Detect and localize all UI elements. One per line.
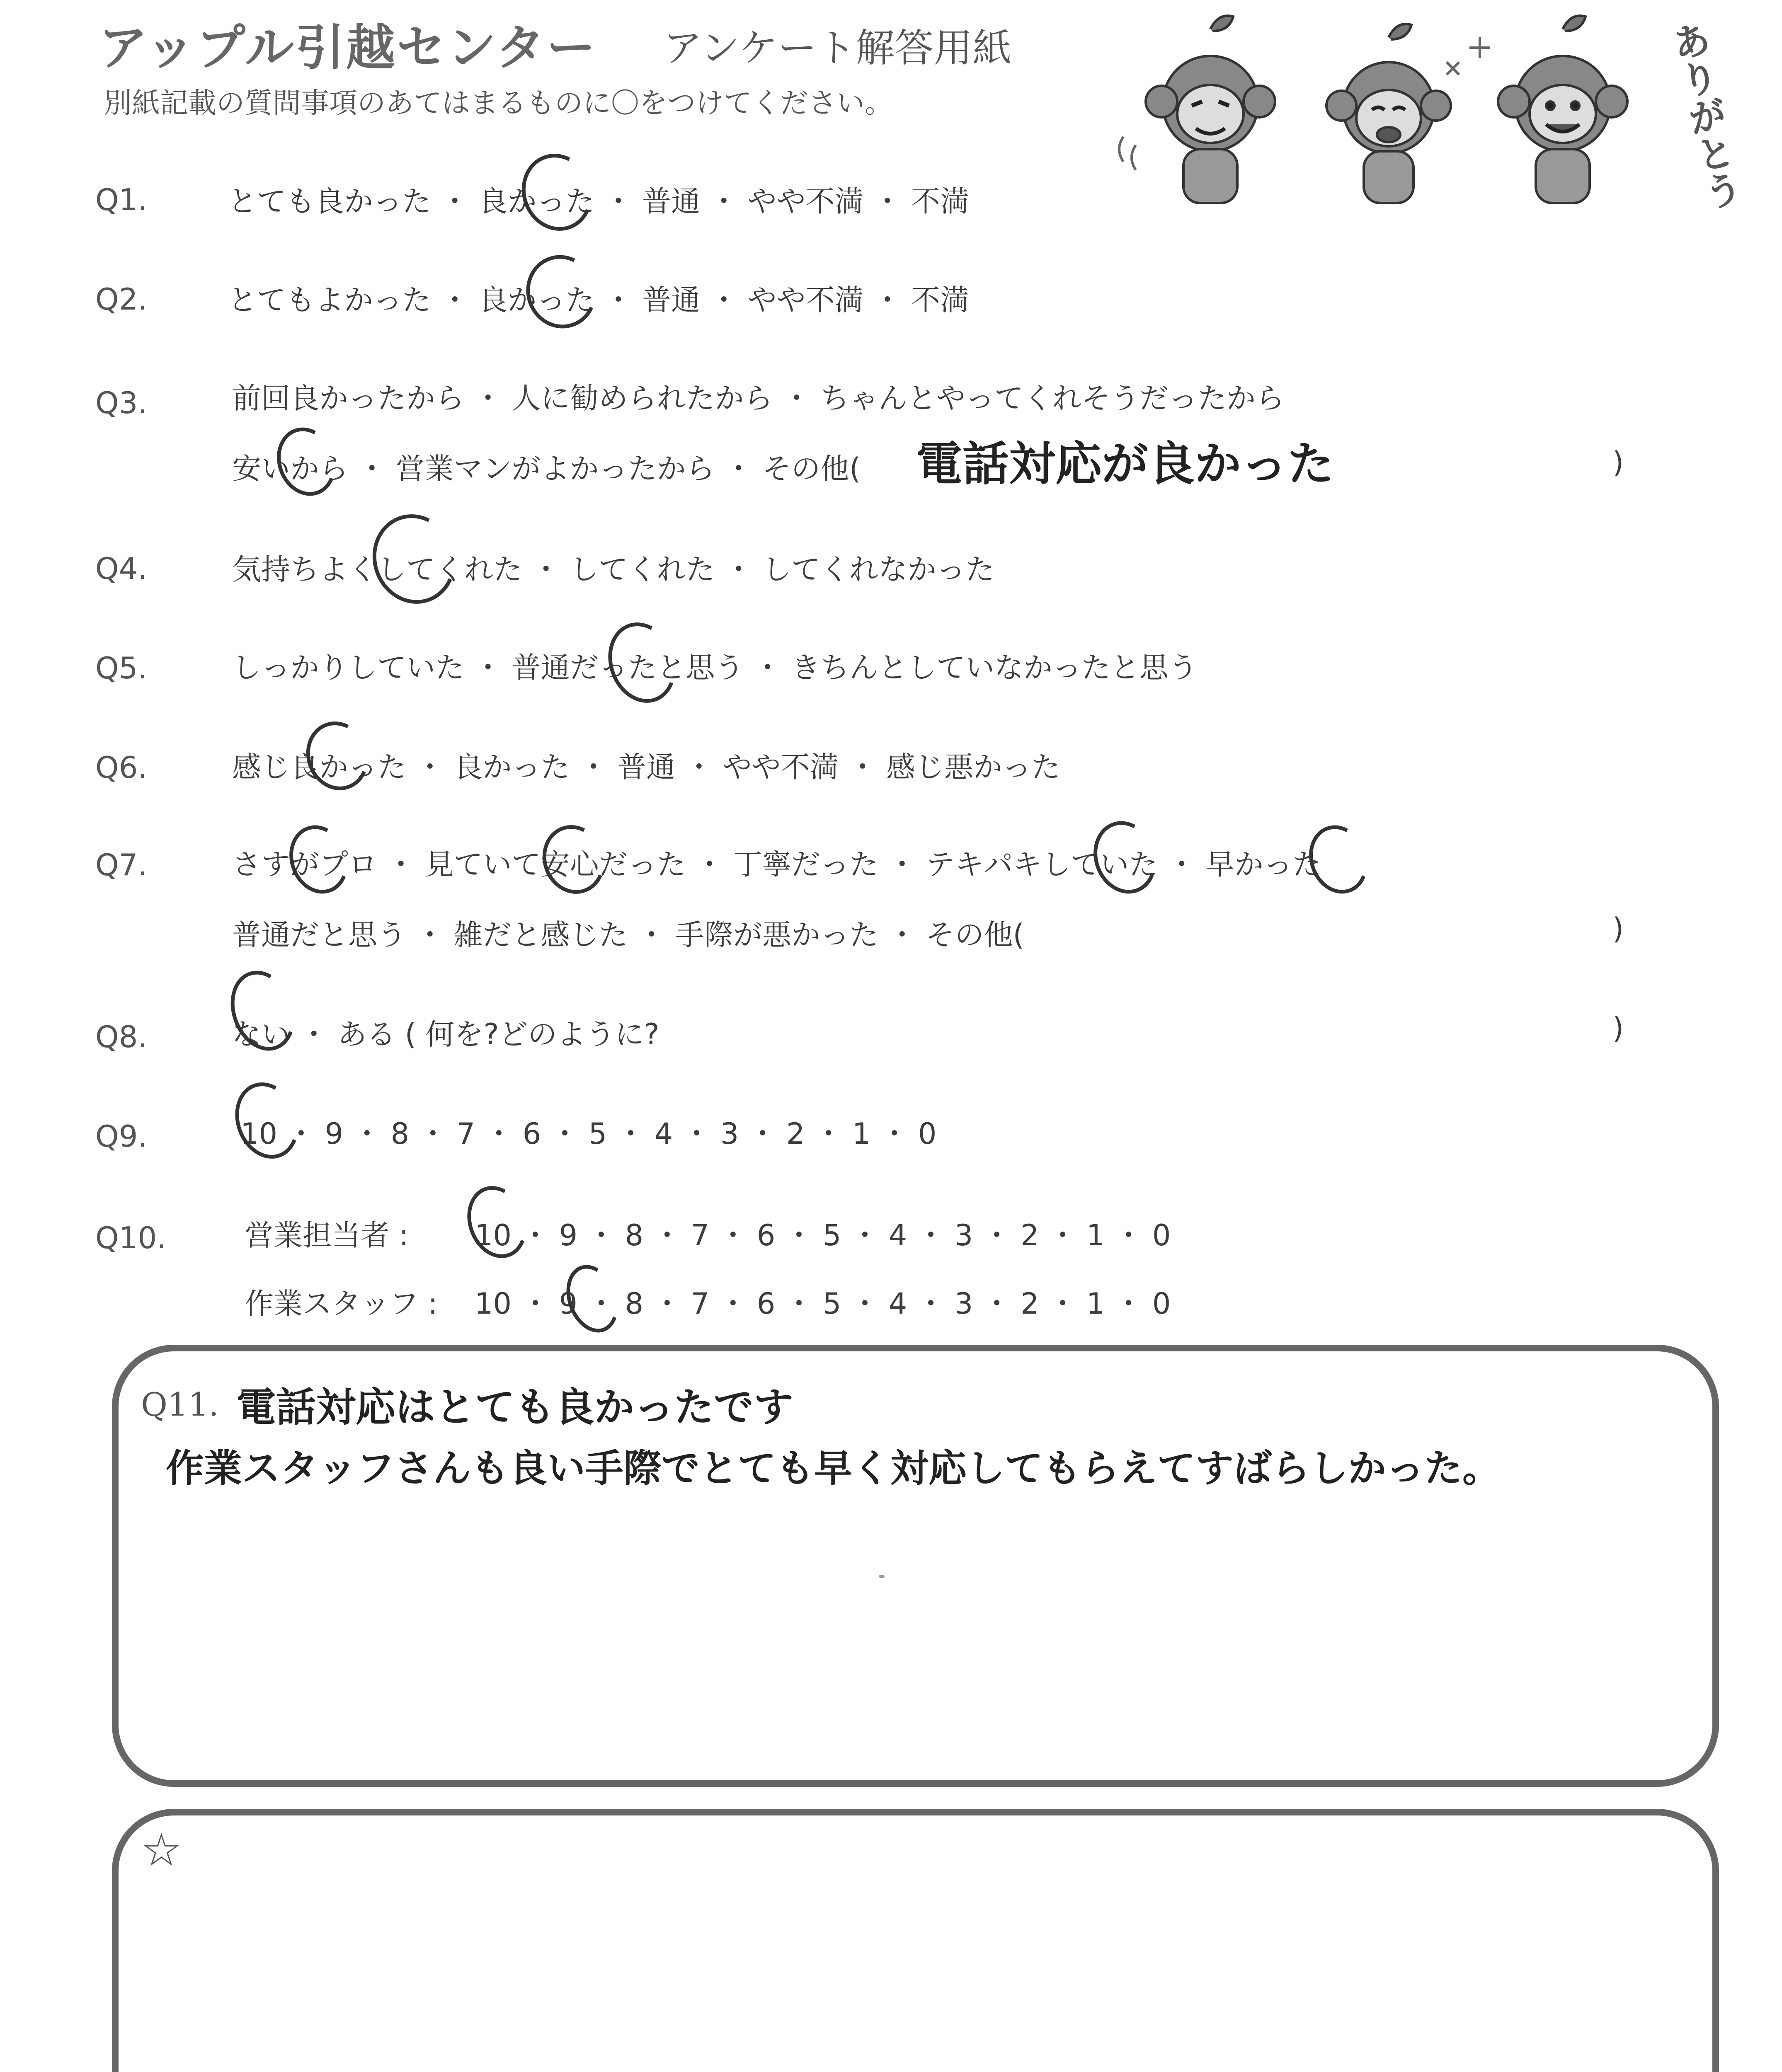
q11-comment-line2: 作業スタッフさんも良い手際でとても早く対応してもらえてすばらしかった。	[166, 1446, 1501, 1491]
q3-options-line1: 前回良かったから ・ 人に勧められたから ・ ちゃんとやってくれそうだったから	[232, 381, 1285, 415]
q10-staff-scale: 10 ・ 9 ・ 8 ・ 7 ・ 6 ・ 5 ・ 4 ・ 3 ・ 2 ・ 1 ・ 0	[475, 1287, 1171, 1321]
q11-comment-line1: 電話対応はとても良かったです	[236, 1384, 793, 1431]
q1-answer-mark	[511, 144, 603, 241]
q5-options: しっかりしていた ・ 普通だったと思う ・ きちんとしていなかったと思う	[232, 651, 1198, 685]
q3-close-paren: )	[1612, 445, 1624, 479]
q8-close-paren: )	[1612, 1011, 1624, 1045]
q8-label: Q8.	[95, 1019, 148, 1054]
q7-answer-mark-1	[280, 817, 357, 902]
q2-label: Q2.	[95, 282, 148, 317]
q7-options-line1: さすがプロ ・ 見ていて安心だった ・ 丁寧だった ・ テキパキしていた ・ 早かった	[232, 847, 1322, 881]
q2-answer-mark	[516, 245, 607, 339]
q6-label: Q6.	[95, 750, 148, 785]
scan-speck	[879, 1575, 885, 1578]
q9-scale: 10 ・ 9 ・ 8 ・ 7 ・ 6 ・ 5 ・ 4 ・ 3 ・ 2 ・ 1 ・ 0	[240, 1117, 937, 1151]
q7-close-paren: )	[1612, 912, 1624, 946]
q3-answer-mark	[267, 419, 345, 504]
q4-answer-mark	[360, 503, 468, 616]
q9-label: Q9.	[95, 1119, 148, 1154]
q10-label: Q10.	[95, 1220, 167, 1255]
q10-staff-answer-mark	[558, 1258, 627, 1340]
instructions-text: 別紙記載の質問事項のあてはまるものに〇をつけてください。	[104, 87, 893, 120]
q2-options: とてもよかった ・ 良かった ・ 普通 ・ やや不満 ・ 不満	[228, 283, 970, 317]
q10-staff-label: 作業スタッフ :	[245, 1287, 438, 1321]
q3-label: Q3.	[95, 385, 148, 420]
q6-answer-mark	[297, 713, 378, 799]
q3-options-line2: 安いから ・ 営業マンがよかったから ・ その他(	[232, 452, 861, 486]
q7-answer-mark-4	[1300, 817, 1377, 902]
form-title: アンケート解答用紙	[663, 26, 1012, 71]
star-comment-box	[112, 1809, 1719, 2072]
mascot-monkeys-illustration	[1115, 12, 1687, 220]
q5-answer-mark	[597, 613, 687, 712]
q7-options-line2: 普通だと思う ・ 雑だと感じた ・ 手際が悪かった ・ その他(	[232, 918, 1024, 952]
star-icon: ☆	[141, 1823, 182, 1876]
q11-label: Q11.	[141, 1386, 219, 1423]
q4-options: 気持ちよくしてくれた ・ してくれた ・ してくれなかった	[232, 552, 995, 586]
q10-sales-scale: 10 ・ 9 ・ 8 ・ 7 ・ 6 ・ 5 ・ 4 ・ 3 ・ 2 ・ 1 ・ 0	[475, 1218, 1171, 1252]
q7-answer-mark-2	[533, 816, 615, 903]
q1-label: Q1.	[95, 182, 148, 217]
q7-label: Q7.	[95, 847, 148, 882]
q6-options: 感じ良かった ・ 良かった ・ 普通 ・ やや不満 ・ 感じ悪かった	[232, 750, 1061, 784]
company-title: アップル引越センター	[99, 19, 597, 76]
q3-other-answer: 電話対応が良かった	[916, 437, 1334, 491]
q8-options: ない ・ ある ( 何を?どのように?	[232, 1017, 659, 1051]
q10-sales-label: 営業担当者 :	[245, 1218, 409, 1252]
mascot-caption: ありがとう	[1663, 18, 1746, 214]
q9-answer-mark	[225, 1073, 309, 1167]
q4-label: Q4.	[95, 551, 148, 586]
q7-answer-mark-3	[1084, 812, 1166, 903]
q1-options: とても良かった ・ 良かった ・ 普通 ・ やや不満 ・ 不満	[228, 184, 970, 218]
q5-label: Q5.	[95, 651, 148, 685]
